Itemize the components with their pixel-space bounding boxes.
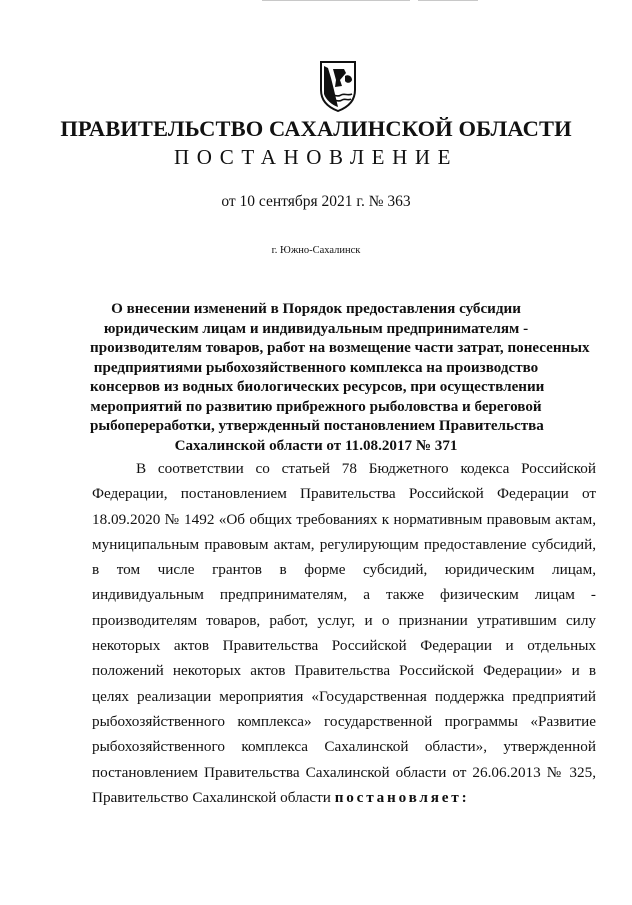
scan-artifact-line: [262, 0, 410, 1]
resolves-word: постановляет:: [334, 788, 470, 806]
body-line: 18.09.2020 № 1492 «Об общих требованиях к нормативным правовым актам,: [92, 510, 596, 528]
heading-line: предприятиями рыбохозяйственного комплекса на производство: [93, 359, 539, 376]
document-type: ПОСТАНОВЛЕНИЕ: [173, 145, 459, 169]
heading-line: производителям товаров, работ на возмещение части затрат, понесенных: [90, 340, 590, 356]
body-line: муниципальным правовым актам, регулирующим предоставление субсидий,: [92, 535, 596, 553]
document-city: г. Южно-Сахалинск: [271, 245, 361, 256]
body-line-final: [92, 785, 596, 810]
body-line: рыбохозяйственного комплекса Сахалинской области», утвержденной: [92, 738, 596, 756]
document-body-paragraph: [92, 456, 596, 810]
body-line: в том числе грантов в форме субсидий, юридическим лицам,: [92, 561, 596, 579]
government-title: ПРАВИТЕЛЬСТВО САХАЛИНСКОЙ ОБЛАСТИ: [60, 116, 572, 141]
body-line: производителям товаров, работ, услуг, и о признании утратившим силу: [92, 611, 596, 629]
heading-line: рыбопереработки, утвержденный постановлением Правительства: [90, 418, 544, 434]
document-heading: [90, 300, 590, 456]
body-line: положений некоторых актов Правительства Российской Федерации» и в: [92, 662, 596, 680]
sakhalin-coat-of-arms-icon: [318, 60, 358, 112]
heading-line: Сахалинской области от 11.08.2017 № 371: [174, 437, 458, 454]
body-line: индивидуальным предпринимателям, а также физическим лицам -: [92, 586, 596, 604]
body-final-prefix: Правительство Сахалинской области: [92, 788, 335, 806]
body-line: рыбохозяйственного комплекса» государственной программы «Развитие: [92, 712, 596, 730]
body-line: Федерации, постановлением Правительства Российской Федерации от: [92, 485, 596, 503]
body-line: В соответствии со статьей 78 Бюджетного кодекса Российской: [136, 460, 596, 477]
heading-line: мероприятий по развитию прибрежного рыболовства и береговой: [90, 398, 542, 415]
document-date-number: от 10 сентября 2021 г. № 363: [221, 193, 411, 210]
heading-line: юридическим лицам и индивидуальным предпринимателям -: [103, 320, 529, 337]
body-line: некоторых актов Правительства Российской Федерации и отдельных: [92, 637, 596, 655]
heading-line: консервов из водных биологических ресурсов, при осуществлении: [90, 379, 545, 395]
heading-line: О внесении изменений в Порядок предоставления субсидии: [111, 301, 521, 317]
scan-artifact-line: [418, 0, 478, 1]
body-line: целях реализации мероприятия «Государственная поддержка предприятий: [92, 687, 596, 705]
body-line: постановлением Правительства Сахалинской области от 26.06.2013 № 325,: [92, 763, 596, 781]
